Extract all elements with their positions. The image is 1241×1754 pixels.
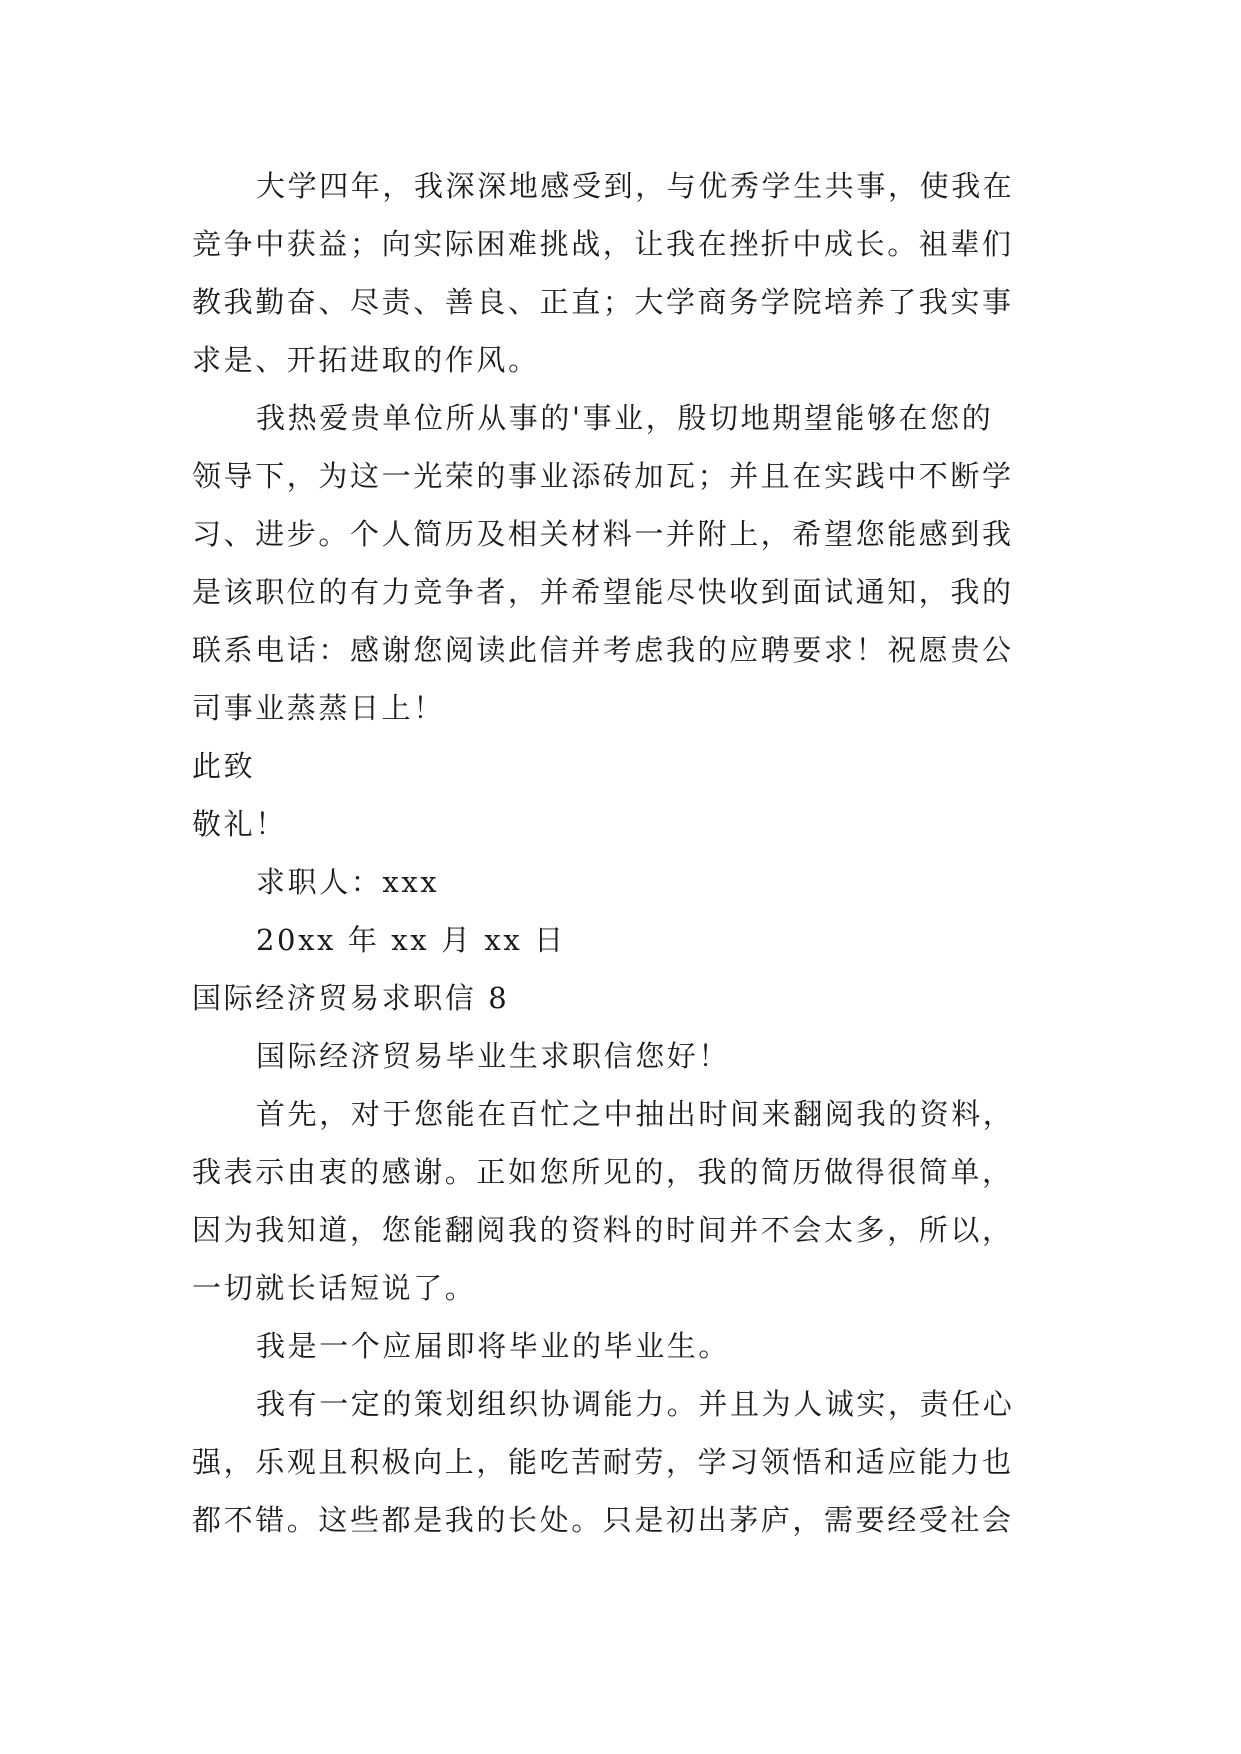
paragraph-line: 因为我知道，您能翻阅我的资料的时间并不会太多，所以， (192, 1213, 1014, 1247)
closing-line: 敬礼！ (192, 807, 287, 841)
paragraph-line: 领导下，为这一光荣的事业添砖加瓦；并且在实践中不断学 (192, 459, 1014, 493)
paragraph-line: 一切就长话短说了。 (192, 1271, 477, 1305)
paragraph-line: 习、进步。个人简历及相关材料一并附上，希望您能感到我 (192, 517, 1014, 551)
paragraph-line: 联系电话：感谢您阅读此信并考虑我的应聘要求！祝愿贵公 (192, 633, 1014, 667)
paragraph-line: 我有一定的策划组织协调能力。并且为人诚实，责任心 (256, 1387, 1015, 1421)
section-title: 国际经济贸易求职信 8 (192, 981, 510, 1015)
paragraph-line: 竞争中获益；向实际困难挑战，让我在挫折中成长。祖辈们 (192, 227, 1014, 261)
paragraph-line: 教我勤奋、尽责、善良、正直；大学商务学院培养了我实事 (192, 285, 1014, 319)
paragraph-line: 强，乐观且积极向上，能吃苦耐劳，学习领悟和适应能力也 (192, 1445, 1014, 1479)
paragraph-line: 大学四年，我深深地感受到，与优秀学生共事，使我在 (256, 169, 1015, 203)
salutation-line: 国际经济贸易毕业生求职信您好！ (256, 1039, 731, 1073)
paragraph-line: 首先，对于您能在百忙之中抽出时间来翻阅我的资料， (256, 1097, 1015, 1131)
signature-line: 求职人：xxx (256, 865, 440, 899)
paragraph-line: 司事业蒸蒸日上！ (192, 691, 445, 725)
date-line: 20xx 年 xx 月 xx 日 (256, 923, 566, 957)
paragraph-line: 我是一个应届即将毕业的毕业生。 (256, 1329, 731, 1363)
paragraph-line: 是该职位的有力竞争者，并希望能尽快收到面试通知，我的 (192, 575, 1014, 609)
paragraph-line: 我表示由衷的感谢。正如您所见的，我的简历做得很简单， (192, 1155, 1014, 1189)
paragraph-line: 求是、开拓进取的作风。 (192, 343, 540, 377)
paragraph-line: 都不错。这些都是我的长处。只是初出茅庐，需要经受社会 (192, 1503, 1014, 1537)
closing-line: 此致 (192, 749, 256, 783)
paragraph-line: 我热爱贵单位所从事的'事业，殷切地期望能够在您的 (256, 401, 994, 435)
